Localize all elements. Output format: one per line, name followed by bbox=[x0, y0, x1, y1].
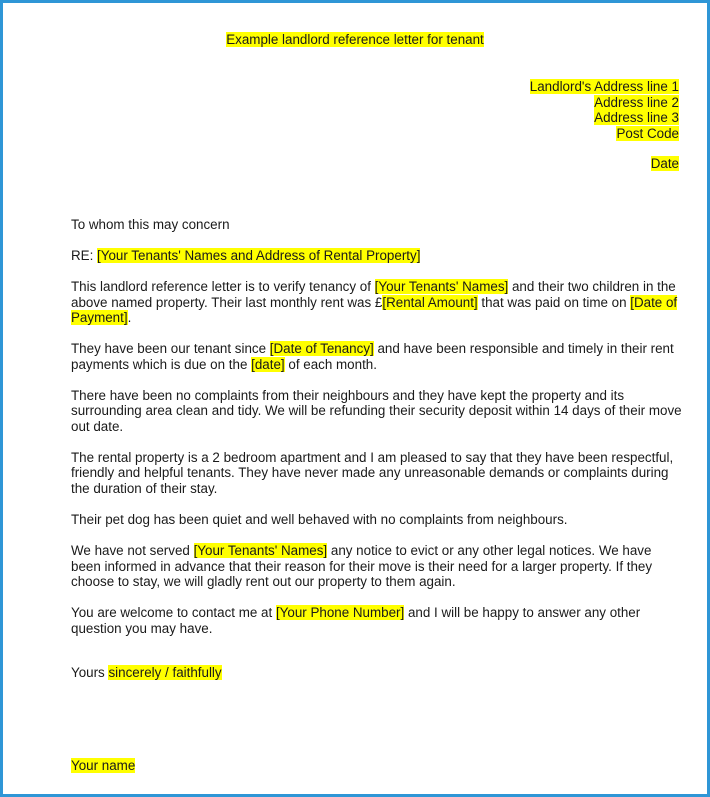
post-code: Post Code bbox=[616, 125, 679, 141]
p4-text: The rental property is a 2 bedroom apartment and I am pleased to say that they have been respectful, friendly and helpful tenants. They have never made any unreasonable demands or complaints during the duration of their stay. bbox=[71, 449, 674, 497]
paragraph-6 bbox=[71, 543, 683, 590]
greeting bbox=[71, 217, 683, 233]
p2-date-of-tenancy: [Date of Tenancy] bbox=[269, 341, 374, 357]
p7-phone-number: [Your Phone Number] bbox=[275, 605, 405, 621]
p2-text-e: of each month. bbox=[284, 356, 377, 372]
p7-text-a: You are welcome to contact me at bbox=[71, 605, 276, 621]
closing-option: sincerely / faithfully bbox=[108, 665, 222, 680]
p1-text-g: . bbox=[127, 310, 132, 326]
p3-text: There have been no complaints from their neighbours and they have kept the property and its surrounding area clean and tidy. We will be refunding their security deposit within 14 days of their move out date. bbox=[71, 387, 682, 434]
paragraph-1 bbox=[71, 279, 683, 326]
closing-text: Yours bbox=[71, 665, 109, 680]
landlord-address bbox=[530, 79, 679, 141]
p7-text-c: and I will be happy to answer any other question you may have. bbox=[71, 605, 641, 636]
letter-date bbox=[651, 156, 679, 172]
p2-text-a: They have been our tenant since bbox=[71, 341, 270, 357]
letter-body bbox=[71, 217, 683, 652]
p1-text-e: that was paid on time on bbox=[477, 294, 631, 310]
p6-text-c: any notice to evict or any other legal notices. We have been informed in advance that their reason for their move is their need for a larger property. If they choose to stay, we will gladly rent out our property to them again. bbox=[71, 543, 653, 590]
title-text: Example landlord reference letter for tenant bbox=[226, 32, 484, 47]
address-line-1: Landlord's Address line 1 bbox=[529, 79, 679, 94]
p1-text-a: This landlord reference letter is to verify tenancy of bbox=[71, 278, 375, 294]
p2-date: [date] bbox=[251, 356, 285, 372]
signature-name bbox=[71, 758, 135, 774]
p1-rental-amount: [Rental Amount] bbox=[382, 294, 478, 310]
paragraph-5 bbox=[71, 512, 683, 528]
closing bbox=[71, 665, 222, 681]
p6-tenant-names: [Your Tenants' Names] bbox=[193, 543, 328, 559]
paragraph-7 bbox=[71, 605, 683, 636]
your-name: Your name bbox=[71, 758, 136, 773]
letter-title bbox=[3, 32, 707, 48]
p5-text: Their pet dog has been quiet and well behaved with no complaints from neighbours. bbox=[71, 512, 568, 528]
re-prefix: RE: bbox=[71, 247, 98, 263]
paragraph-4 bbox=[71, 450, 683, 497]
address-line-2: Address line 2 bbox=[594, 94, 679, 110]
re-value: [Your Tenants' Names and Address of Rental Property] bbox=[97, 247, 421, 263]
date-text: Date bbox=[650, 156, 679, 171]
greeting-text: To whom this may concern bbox=[71, 217, 230, 232]
p2-text-c: and have been responsible and timely in their rent payments which is due on the bbox=[71, 341, 674, 372]
p1-date-of-payment: [Date of Payment] bbox=[71, 294, 678, 326]
paragraph-2 bbox=[71, 341, 683, 372]
p1-text-c: and their two children in the above named property. Their last monthly rent was £ bbox=[71, 278, 676, 310]
p6-text-a: We have not served bbox=[71, 543, 194, 559]
paragraph-3 bbox=[71, 388, 683, 435]
re-line bbox=[71, 248, 683, 264]
address-line-3: Address line 3 bbox=[594, 110, 679, 126]
p1-tenant-names: [Your Tenants' Names] bbox=[374, 278, 509, 294]
